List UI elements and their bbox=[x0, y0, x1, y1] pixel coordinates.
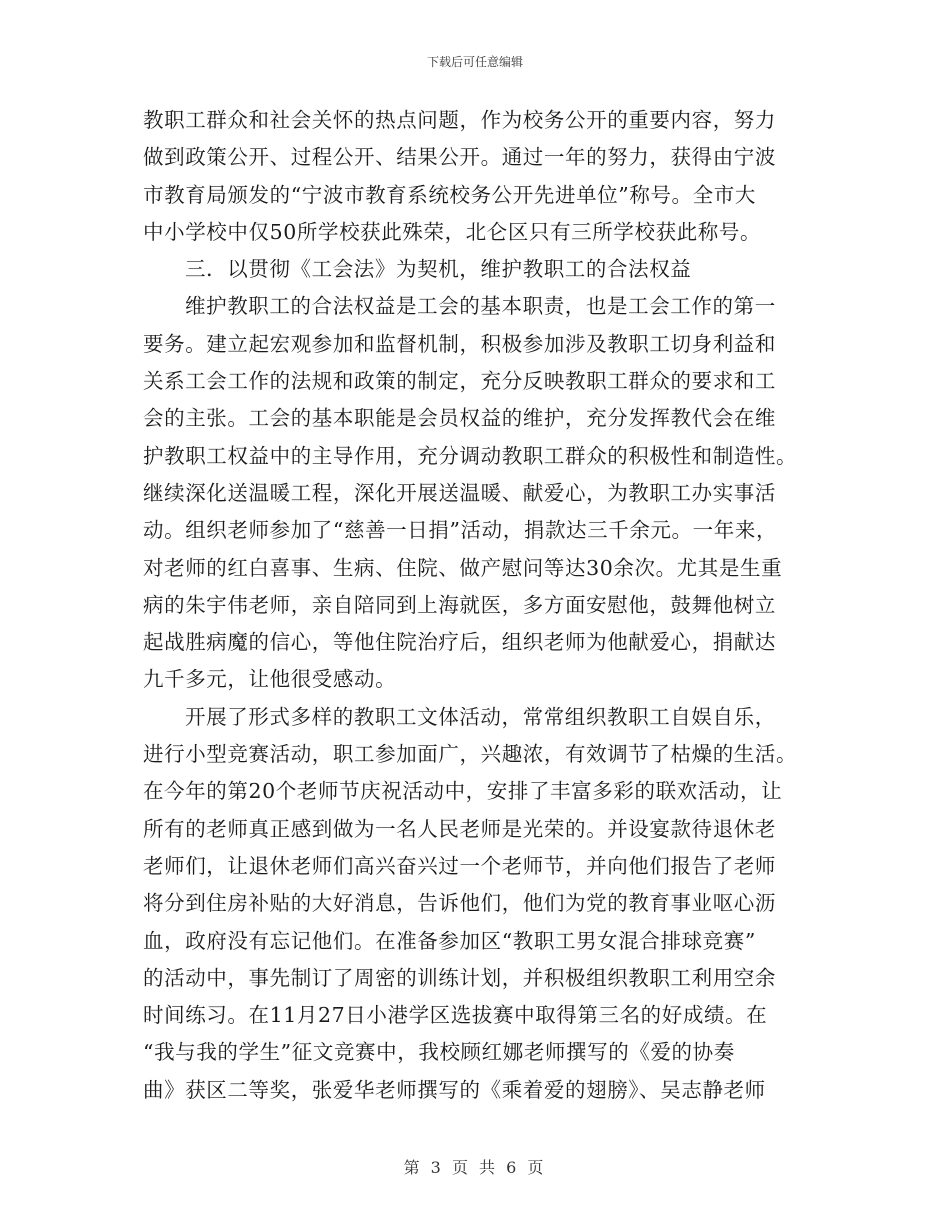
page-number: 第 3 页 共 6 页 bbox=[403, 1158, 547, 1177]
text-line: 做到政策公开、过程公开、结果公开。通过一年的努力，获得由宁波 bbox=[143, 145, 776, 170]
text-line: “我与我的学生”征文竞赛中，我校顾红娜老师撰写的《爱的协奏 bbox=[143, 1040, 735, 1065]
text-line: 时间练习。在11月27日小港学区选拔赛中取得第三名的好成绩。在 bbox=[143, 1003, 768, 1028]
text-line: 病的朱宇伟老师，亲自陪同到上海就医，多方面安慰他，鼓舞他树立 bbox=[143, 592, 776, 617]
text-line: 要务。建立起宏观参加和监督机制，积极参加涉及教职工切身利益和 bbox=[143, 331, 776, 356]
text-line: 市教育局颁发的“宁波市教育系统校务公开先进单位”称号。全市大 bbox=[143, 182, 756, 207]
text-line: 在今年的第20个老师节庆祝活动中，安排了丰富多彩的联欢活动，让 bbox=[143, 779, 783, 804]
text-line: 将分到住房补贴的大好消息，告诉他们，他们为党的教育事业呕心沥 bbox=[143, 891, 776, 916]
text-line: 开展了形式多样的教职工文体活动，常常组织教职工自娱自乐， bbox=[185, 704, 776, 729]
text-line: 会的主张。工会的基本职能是会员权益的维护，充分发挥教代会在维 bbox=[143, 406, 776, 431]
text-line: 关系工会工作的法规和政策的制定，充分反映教职工群众的要求和工 bbox=[143, 369, 776, 394]
text-line: 的活动中，事先制订了周密的训练计划，并积极组织教职工利用空余 bbox=[143, 965, 776, 990]
text-line: 对老师的红白喜事、生病、住院、做产慰问等达30余次。尤其是生重 bbox=[143, 555, 783, 580]
text-line: 维护教职工的合法权益是工会的基本职责，也是工会工作的第一 bbox=[185, 294, 776, 319]
text-line: 所有的老师真正感到做为一名人民老师是光荣的。并设宴款待退休老 bbox=[143, 816, 776, 841]
text-line: 血，政府没有忘记他们。在准备参加区“教职工男女混合排球竞赛” bbox=[143, 928, 756, 953]
text-line: 中小学校中仅50所学校获此殊荣，北仑区只有三所学校获此称号。 bbox=[143, 219, 762, 244]
text-line: 继续深化送温暖工程，深化开展送温暖、献爱心，为教职工办实事活 bbox=[143, 480, 776, 505]
text-line: 老师们，让退休老师们高兴奋兴过一个老师节，并向他们报告了老师 bbox=[143, 853, 776, 878]
text-line: 曲》获区二等奖，张爱华老师撰写的《乘着爱的翅膀》、吴志静老师 bbox=[143, 1077, 766, 1102]
text-line: 教职工群众和社会关怀的热点问题，作为校务公开的重要内容，努力 bbox=[143, 108, 776, 132]
page-header-note: 下载后可任意编辑 bbox=[426, 55, 523, 69]
text-line: 进行小型竞赛活动，职工参加面广，兴趣浓，有效调节了枯燥的生活。 bbox=[143, 742, 798, 767]
document-body bbox=[143, 102, 803, 1109]
text-line: 九千多元，让他很受感动。 bbox=[143, 667, 397, 692]
text-line: 动。组织老师参加了“慈善一日捐”活动，捐款达三千余元。一年来， bbox=[143, 518, 778, 543]
section-heading: 三．以贯彻《工会法》为契机，维护教职工的合法权益 bbox=[185, 257, 692, 282]
text-line: 起战胜病魔的信心，等他住院治疗后，组织老师为他献爱心，捐献达 bbox=[143, 630, 776, 655]
text-line: 护教职工权益中的主导作用，充分调动教职工群众的积极性和制造性。 bbox=[143, 443, 798, 468]
